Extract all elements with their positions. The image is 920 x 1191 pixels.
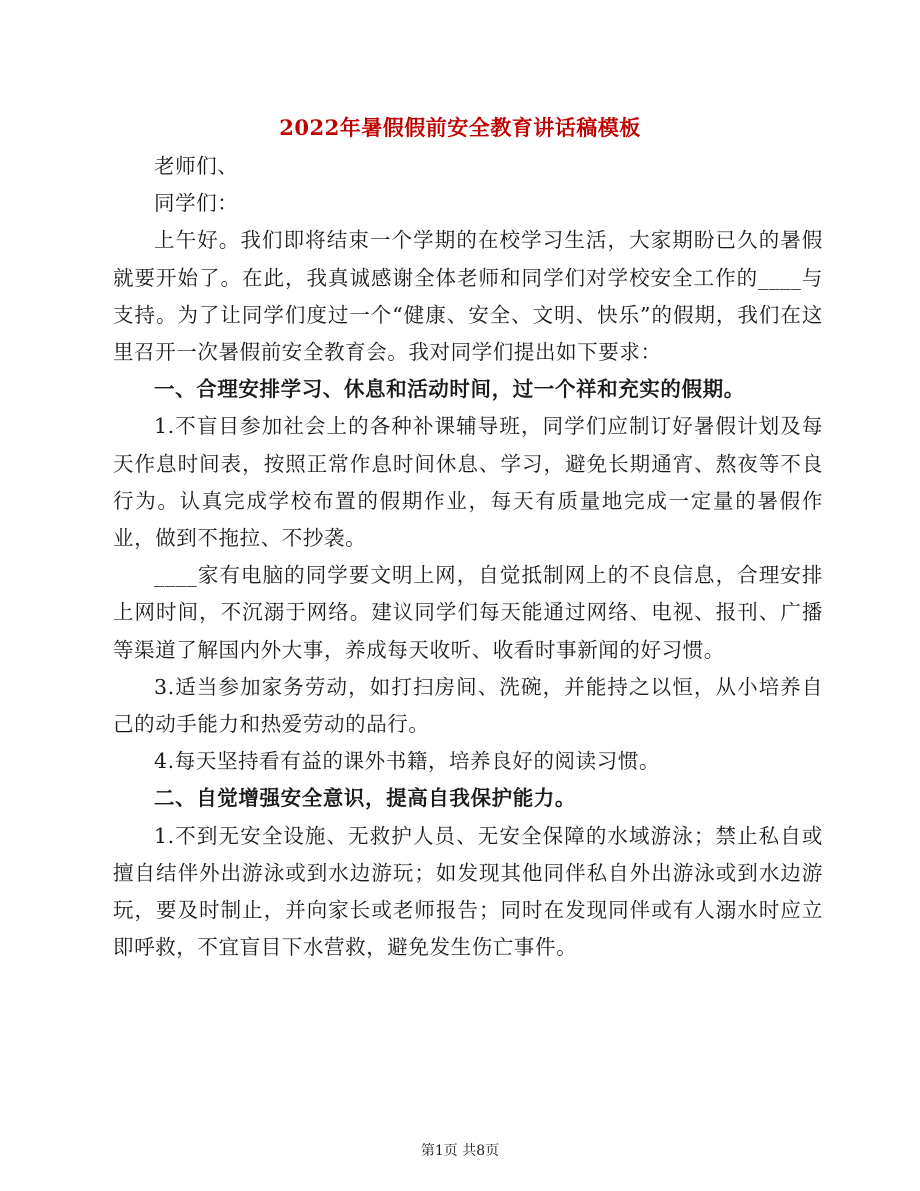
salutation-students: 同学们： (154, 191, 239, 216)
intro-paragraph: 上午好。我们即将结束一个学期的在校学习生活，大家期盼已久的暑假就要开始了。在此，我真诚感谢全体老师和同学们对学校安全工作的____与支持。为了让同学们度过一个“健康、安全、文明、快乐”的假期，我们在这里召开一次暑假前安全教育会。我对同学们提出如下要求： (113, 228, 823, 365)
section-heading-2: 二、自觉增强安全意识，提高自我保护能力。 (154, 786, 576, 811)
item-1-3: 3.适当参加家务劳动，如打扫房间、洗碗，并能持之以恒，从小培养自己的动手能力和热爱劳动的品行。 (113, 674, 823, 737)
section-heading-1: 一、合理安排学习、休息和活动时间，过一个祥和充实的假期。 (154, 377, 745, 402)
page-number-footer: 第1页 共8页 (420, 1143, 500, 1159)
item-1-2: ____家有电脑的同学要文明上网，自觉抵制网上的不良信息，合理安排上网时间，不沉溺于网络。建议同学们每天能通过网络、电视、报刊、广播等渠道了解国内外大事，养成每天收听、收看时事新闻的好习惯。 (113, 563, 823, 662)
document-title: 2022年暑假假前安全教育讲话稿模板 (279, 115, 641, 140)
item-2-1: 1.不到无安全设施、无救护人员、无安全保障的水域游泳；禁止私自或擅自结伴外出游泳或到水边游玩；如发现其他同伴私自外出游泳或到水边游玩，要及时制止，并向家长或老师报告；同时在发现同伴或有人溺水时应立即呼救，不宜盲目下水营救，避免发生伤亡事件。 (113, 823, 823, 960)
item-1-4: 4.每天坚持看有益的课外书籍，培养良好的阅读习惯。 (154, 749, 661, 774)
document-body (113, 148, 823, 966)
item-1-1: 1.不盲目参加社会上的各种补课辅导班，同学们应制订好暑假计划及每天作息时间表，按照正常作息时间休息、学习，避免长期通宵、熬夜等不良行为。认真完成学校布置的假期作业，每天有质量地完成一定量的暑假作业，做到不拖拉、不抄袭。 (113, 414, 823, 551)
salutation-teachers: 老师们、 (154, 154, 239, 178)
